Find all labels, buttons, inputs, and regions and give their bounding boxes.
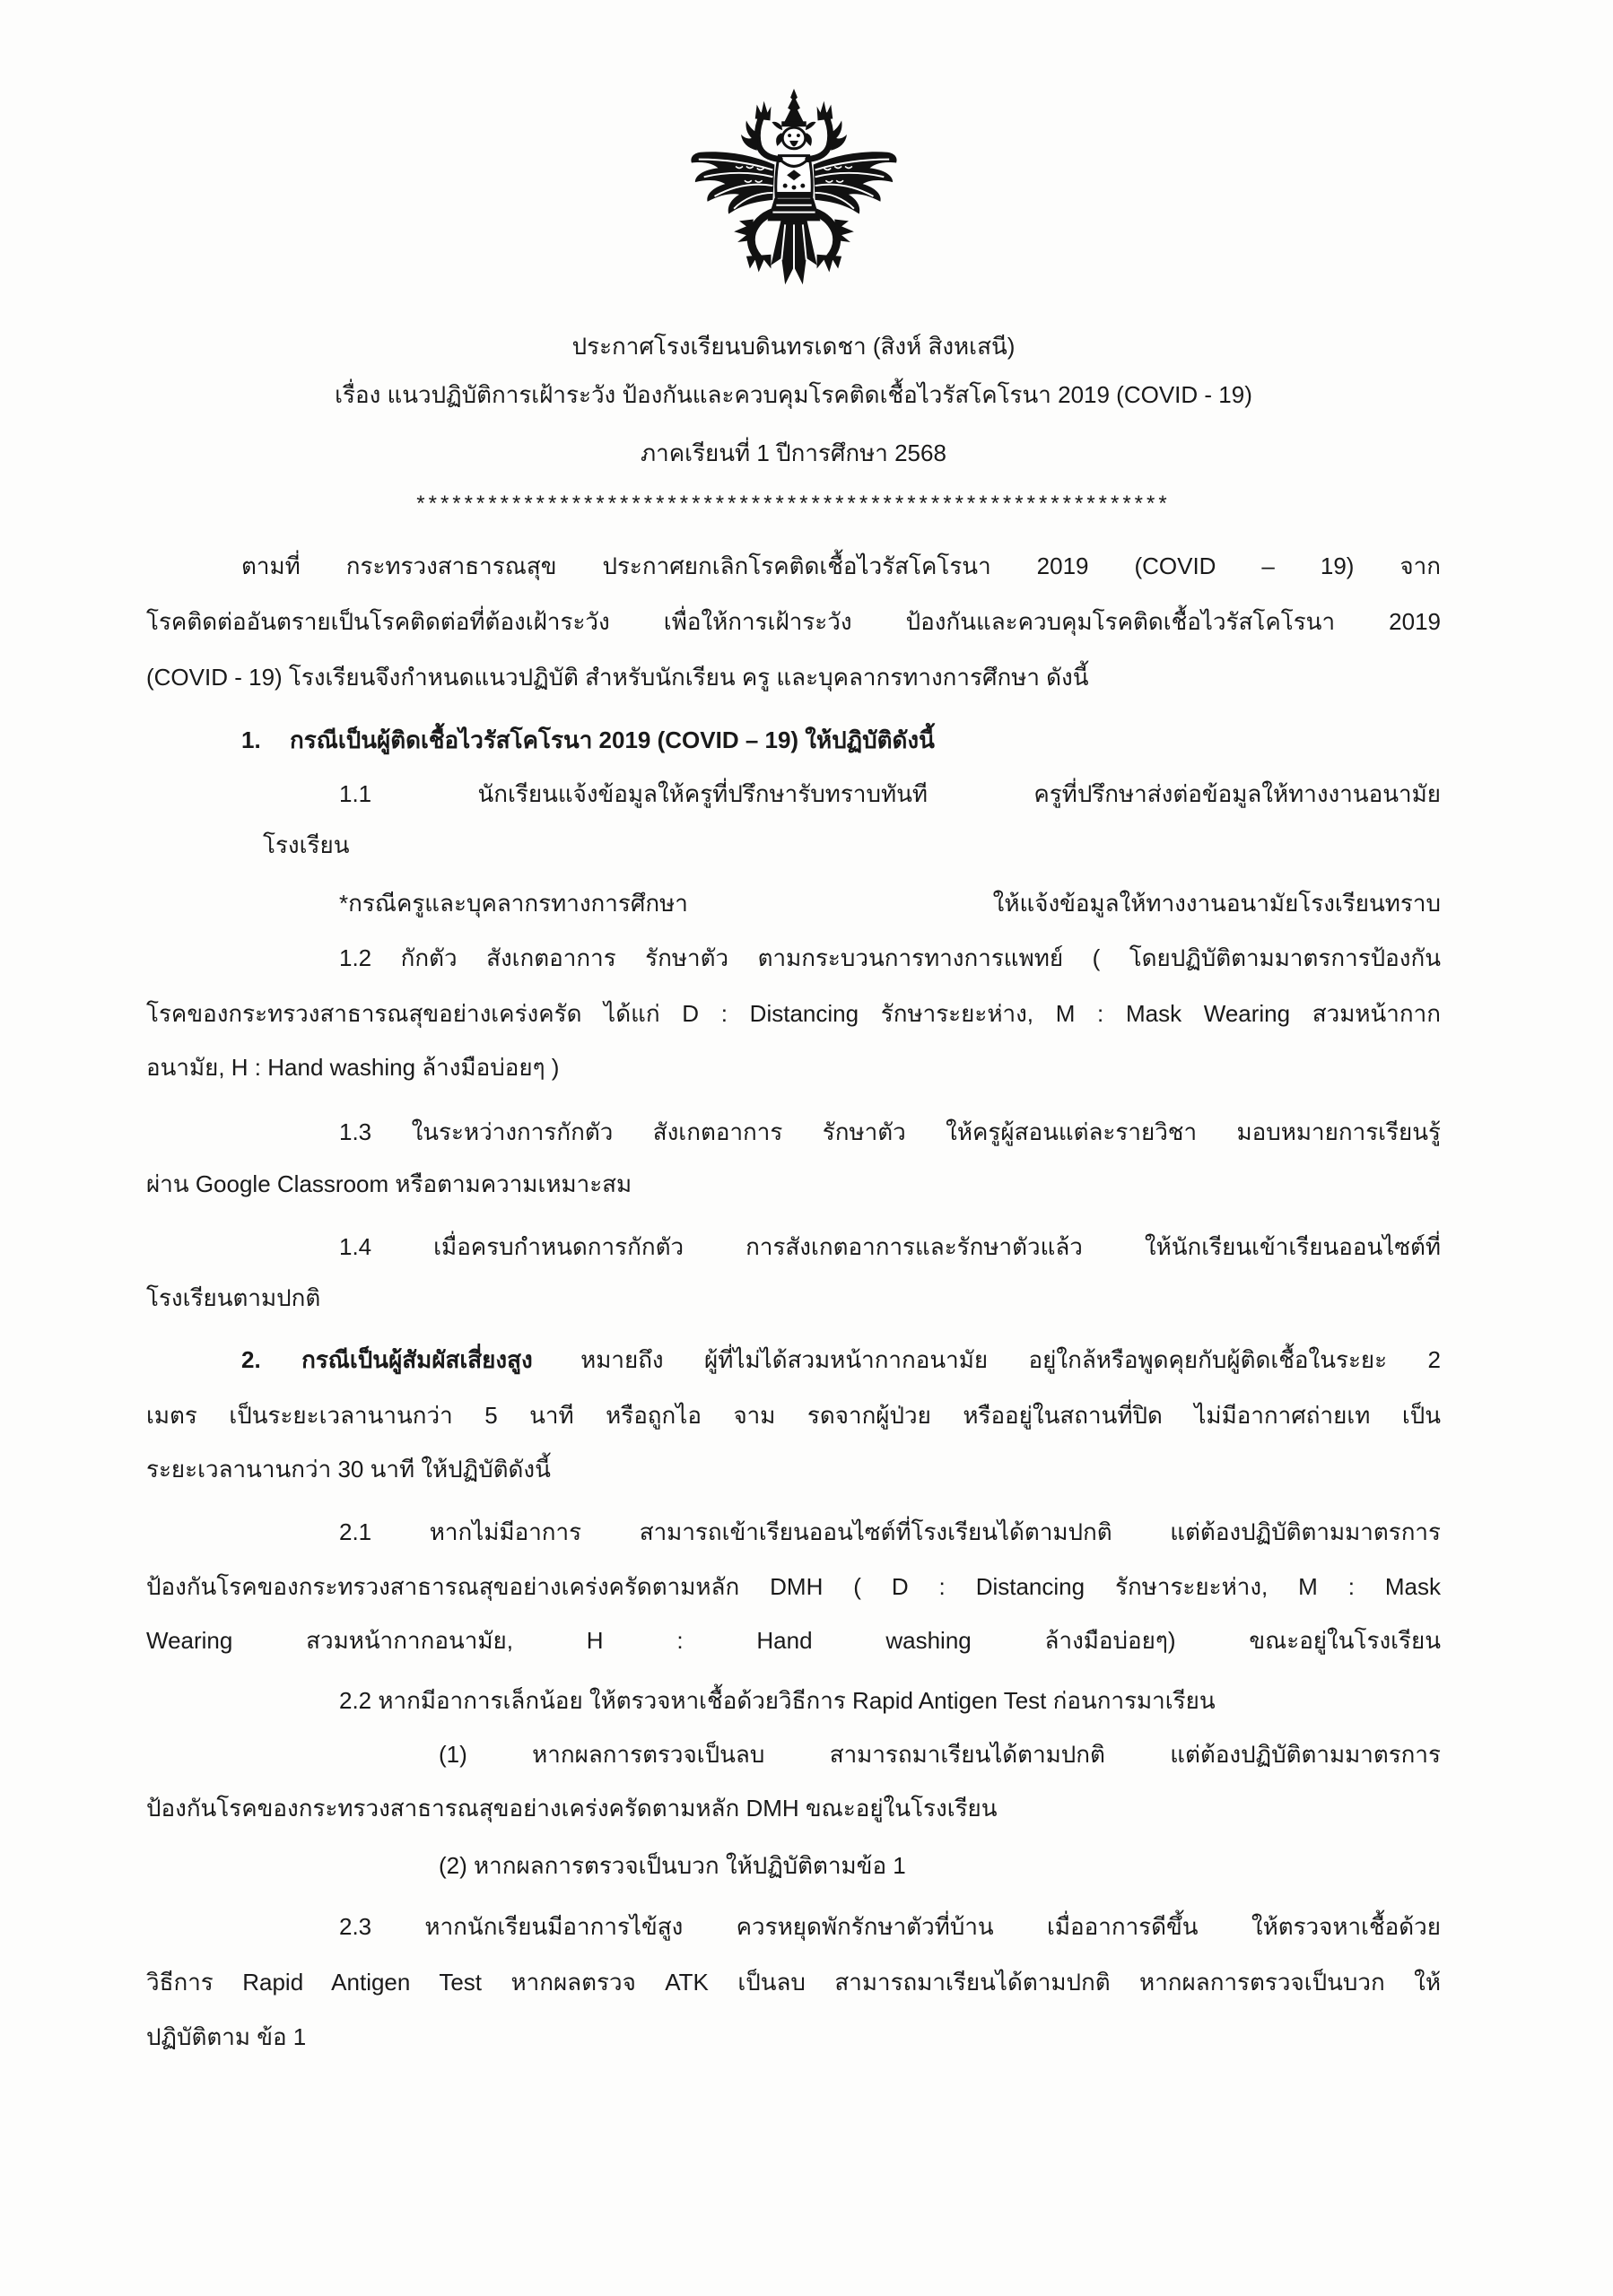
item-2-2-sub-1-line-2: ป้องกันโรคของกระทรวงสาธารณสุขอย่างเคร่งครัดตามหลัก DMH ขณะอยู่ในโรงเรียน (146, 1795, 998, 1822)
item-2-1-line-1: 2.1 หากไม่มีอาการ สามารถเข้าเรียนออนไซต์ที่โรงเรียนได้ตามปกติ แต่ต้องปฏิบัติตามมาตรการ (339, 1518, 1441, 1545)
section-2-heading: 2. กรณีเป็นผู้สัมผัสเสี่ยงสูง (241, 1346, 533, 1373)
intro-line-2: โรคติดต่ออันตรายเป็นโรคติดต่อที่ต้องเฝ้าระวัง เพื่อให้การเฝ้าระวัง ป้องกันและควบคุมโรคติดเชื้อไวรัสโคโรนา 2019 (146, 608, 1441, 635)
garuda-right-arm (808, 101, 847, 160)
item-2-2-sub-1-line-1: (1) หากผลการตรวจเป็นลบ สามารถมาเรียนได้ตามปกติ แต่ต้องปฏิบัติตามมาตรการ (439, 1741, 1441, 1768)
item-2-3-line-1: 2.3 หากนักเรียนมีอาการไข้สูง ควรหยุดพักรักษาตัวที่บ้าน เมื่ออาการดีขึ้น ให้ตรวจหาเชื้อด้วย (339, 1913, 1441, 1940)
header-separator: *************************************************************** (416, 491, 1171, 516)
section-1-number: 1. (241, 726, 261, 753)
item-2-3-line-3: ปฏิบัติตาม ข้อ 1 (146, 2023, 307, 2050)
garuda-right-wing (814, 152, 897, 213)
section-2-line-3: ระยะเวลานานกว่า 30 นาที ให้ปฏิบัติดังนี้ (146, 1456, 551, 1483)
garuda-left-arm (741, 101, 780, 160)
garuda-emblem (688, 88, 900, 292)
section-2-definition: หมายถึง ผู้ที่ไม่ได้สวมหน้ากากอนามัย อยู่ใกล้หรือพูดคุยกับผู้ติดเชื้อในระยะ 2 (580, 1346, 1441, 1373)
section-2-line-1 (241, 1342, 1441, 1378)
announcement-term: ภาคเรียนที่ 1 ปีการศึกษา 2568 (641, 439, 946, 466)
intro-line-1: ตามที่ กระทรวงสาธารณสุข ประกาศยกเลิกโรคติดเชื้อไวรัสโคโรนา 2019 (COVID – 19) จาก (241, 552, 1441, 579)
announcement-subject: เรื่อง แนวปฏิบัติการเฝ้าระวัง ป้องกันและควบคุมโรคติดเชื้อไวรัสโคโรนา 2019 (COVID - 19) (335, 381, 1252, 408)
item-2-1-line-2: ป้องกันโรคของกระทรวงสาธารณสุขอย่างเคร่งครัดตามหลัก DMH ( D : Distancing รักษาระยะห่าง, M : Mask (146, 1573, 1441, 1600)
item-1-3-line-1: 1.3 ในระหว่างการกักตัว สังเกตอาการ รักษาตัว ให้ครูผู้สอนแต่ละรายวิชา มอบหมายการเรียนรู้ (339, 1118, 1441, 1145)
garuda-crown (772, 89, 815, 130)
item-1-3-line-2: ผ่าน Google Classroom หรือตามความเหมาะสม (146, 1170, 632, 1197)
item-2-2-line-1: 2.2 หากมีอาการเล็กน้อย ให้ตรวจหาเชื้อด้วยวิธีการ Rapid Antigen Test ก่อนการมาเรียน (339, 1687, 1216, 1714)
announcement-title: ประกาศโรงเรียนบดินทรเดชา (สิงห์ สิงหเสนี) (571, 333, 1016, 360)
section-1-heading (241, 722, 1441, 758)
garuda-tail (771, 217, 816, 284)
item-2-2-sub-2-line-1: (2) หากผลการตรวจเป็นบวก ให้ปฏิบัติตามข้อ 1 (439, 1852, 906, 1879)
item-1-1-line-2: โรงเรียน (263, 831, 350, 858)
item-1-4-line-2: โรงเรียนตามปกติ (146, 1284, 321, 1311)
section-2-line-2: เมตร เป็นระยะเวลานานกว่า 5 นาที หรือถูกไอ จาม รดจากผู้ป่วย หรืออยู่ในสถานที่ปิด ไม่มีอากาศถ่ายเท เป็น (146, 1402, 1441, 1429)
item-1-1-note: *กรณีครูและบุคลากรทางการศึกษา ให้แจ้งข้อมูลให้ทางงานอนามัยโรงเรียนทราบ (339, 890, 1441, 917)
intro-line-3: (COVID - 19) โรงเรียนจึงกำหนดแนวปฏิบัติ สำหรับนักเรียน ครู และบุคลากรทางการศึกษา ดังนี้ (146, 664, 1089, 691)
item-1-2-line-3: อนามัย, H : Hand washing ล้างมือบ่อยๆ ) (146, 1054, 560, 1081)
item-2-3-line-2: วิธีการ Rapid Antigen Test หากผลตรวจ ATK เป็นลบ สามารถมาเรียนได้ตามปกติ หากผลการตรวจเป็นบวก ให้ (146, 1969, 1441, 1996)
garuda-left-wing (691, 152, 774, 213)
section-1-heading-text: กรณีเป็นผู้ติดเชื้อไวรัสโคโรนา 2019 (COVID – 19) ให้ปฏิบัติดังนี้ (290, 726, 935, 753)
item-1-1-line-1: 1.1 นักเรียนแจ้งข้อมูลให้ครูที่ปรึกษารับทราบทันที ครูที่ปรึกษาส่งต่อข้อมูลให้ทางงานอนามัย (339, 780, 1441, 807)
item-1-2-line-1: 1.2 กักตัว สังเกตอาการ รักษาตัว ตามกระบวนการทางการแพทย์ ( โดยปฏิบัติตามมาตรการป้องกัน (339, 944, 1441, 971)
garuda-head (776, 127, 812, 149)
garuda-body (768, 156, 821, 222)
item-2-1-line-3: Wearing สวมหน้ากากอนามัย, H : Hand washing ล้างมือบ่อยๆ) ขณะอยู่ในโรงเรียน (146, 1627, 1441, 1654)
item-1-2-line-2: โรคของกระทรวงสาธารณสุขอย่างเคร่งครัด ได้แก่ D : Distancing รักษาระยะห่าง, M : Mask Wearing สวมหน้ากาก (146, 1000, 1441, 1027)
item-1-4-line-1: 1.4 เมื่อครบกำหนดการกักตัว การสังเกตอาการและรักษาตัวแล้ว ให้นักเรียนเข้าเรียนออนไซต์ที่ (339, 1233, 1441, 1260)
